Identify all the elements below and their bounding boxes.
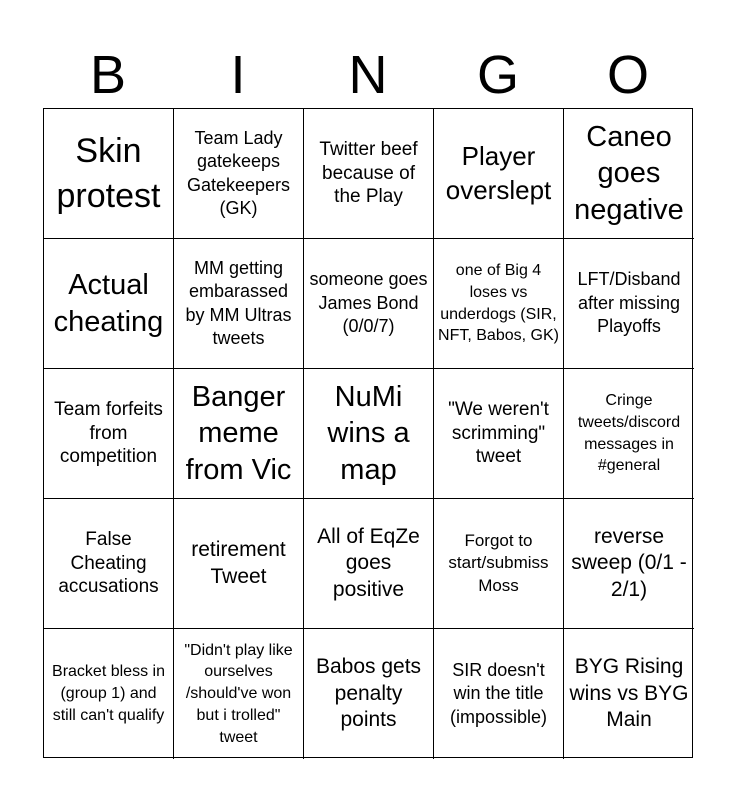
header-letter-g: G	[476, 45, 519, 105]
bingo-cell[interactable]: Twitter beef because of the Play	[304, 109, 434, 239]
bingo-cell[interactable]: Banger meme from Vic	[174, 369, 304, 499]
header-letter-o: O	[606, 45, 649, 105]
bingo-cell[interactable]: Skin protest	[44, 109, 174, 239]
bingo-cell[interactable]: one of Big 4 loses vs underdogs (SIR, NFT, Babos, GK)	[434, 239, 564, 369]
bingo-cell[interactable]: BYG Rising wins vs BYG Main	[569, 655, 689, 732]
bingo-cell[interactable]: Caneo goes negative	[564, 109, 694, 239]
bingo-cell[interactable]: Actual cheating	[44, 239, 174, 369]
bingo-cell[interactable]: Bracket bless in (group 1) and still can't qualify	[44, 629, 174, 759]
bingo-cell[interactable]: SIR doesn't win the title (impossible)	[434, 629, 564, 759]
bingo-cell[interactable]: Cringe tweets/discord messages in #general	[564, 369, 694, 499]
bingo-cell[interactable]: All of EqZe goes positive	[304, 499, 434, 629]
bingo-cell[interactable]: Babos gets penalty points	[304, 629, 434, 759]
bingo-cell[interactable]: NuMi wins a map	[304, 369, 434, 499]
bingo-cell[interactable]: Team forfeits from competition	[44, 369, 174, 499]
bingo-cell[interactable]: someone goes James Bond (0/0/7)	[304, 239, 434, 369]
bingo-cell[interactable]: Player overslept	[434, 109, 564, 239]
bingo-cell[interactable]: MM getting embarassed by MM Ultras tweets	[174, 239, 304, 369]
bingo-cell[interactable]: Forgot to start/submiss Moss	[434, 499, 564, 629]
header-letter-b: B	[89, 45, 127, 105]
bingo-cell[interactable]: False Cheating accusations	[44, 499, 174, 629]
bingo-header	[43, 42, 693, 108]
header-letter-n: N	[348, 45, 388, 105]
bingo-cell[interactable]: "We weren't scrimming" tweet	[434, 369, 564, 499]
bingo-cell[interactable]: LFT/Disband after missing Playoffs	[564, 239, 694, 369]
bingo-cell[interactable]: retirement Tweet	[174, 499, 304, 629]
bingo-card-grid	[43, 108, 693, 758]
bingo-cell[interactable]: reverse sweep (0/1 - 2/1)	[564, 499, 694, 629]
header-letter-i: I	[230, 45, 246, 105]
bingo-cell[interactable]: "Didn't play like ourselves /should've won but i trolled" tweet	[174, 629, 304, 759]
bingo-cell[interactable]: Team Lady gatekeeps Gatekeepers (GK)	[174, 109, 304, 239]
